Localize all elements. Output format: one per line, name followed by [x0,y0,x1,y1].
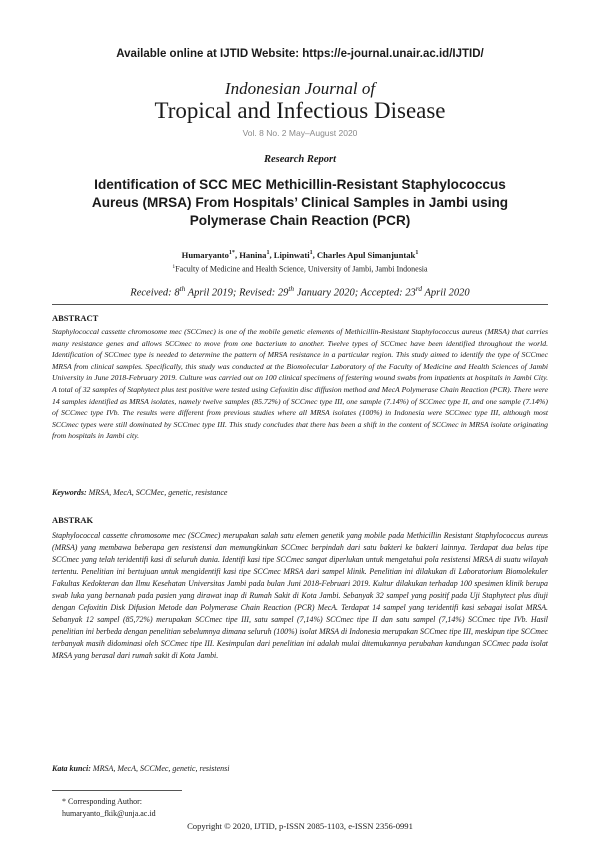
author-separator: , [312,250,317,260]
footnote-divider [52,790,182,791]
author-affiliation-mark: 1 [309,250,313,257]
submission-dates [0,284,600,299]
journal-name: Indonesian Journal of [224,79,376,98]
kata-kunci [52,764,548,773]
revised-day: 29 [277,287,289,299]
author-name: Hanina [239,250,267,260]
corresponding-email: humaryanto_fkik@unja.ac.id [62,809,156,818]
author-affiliation-mark: 1 [415,250,419,257]
keywords-value: MRSA, MecA, SCCMec, genetic, resistance [88,488,228,497]
accepted-rest: April 2020 [422,287,470,299]
received-label: Received: [130,287,175,299]
author-name: Charles Apul Simanjuntak [316,250,416,260]
journal-subtitle: Tropical and Infectious Disease [154,98,446,123]
report-type: Research Report [263,154,337,165]
abstract-text: Staphylococcal cassette chromosome mec (SCCmec) is one of the mobile genetic elements of Methicillin-Resistant Staphylococcus aureus (MRSA) that carries many resistance genes and allows SCCmec to move from one bacterium to another. Twelve types of SCCmec have been identified throughout the world. Identification of SCCmec type is needed to determine the pattern of MRSA resistance in a particular region. This study aimed to identify the type of SCCmec MRSA from clinical samples. Specifically, this study was conducted at the Biomolecular Laboratory of the Faculty of Medicine and Health Sciences of Jambi University in June 2018-February 2019. Culture was carried out on 100 clinical specimens of festering wound swabs from inpatients at hospitals in Jambi City. A total of 32 samples of Staphytect plus test positive were tested using Cefoxitin disc diffusion method and MecA Polymerase Chain Reaction (PCR). There were 14 samples identified as MRSA isolates, namely twelve samples (85.72%) of SCCmec type III, one sample (7.14%) of SCCmec type II, and one sample (7.14%) of SCCmec type IVb. The results were different from previous studies where all MRSA isolates (100%) in Indonesia were SCCmec type III, although most SCCmec types were still dominated by SCCmec type III. This study concludes that there has been a shift in the content of SCCmec in MRSA isolate originating from hospitals in Jambi city. [52,327,548,441]
abstrak-heading: ABSTRAK [52,515,94,525]
revised-label: Revised: [239,287,278,299]
keywords [52,488,548,497]
header-divider [52,304,548,305]
affiliation-text: Faculty of Medicine and Health Science, University of Jambi, Jambi Indonesia [175,264,428,274]
accepted-label: Accepted: [360,287,406,299]
author-affiliation-mark: 1 [266,250,270,257]
revised-rest: January 2020; [294,287,361,299]
author-separator: , [269,250,274,260]
paper-title: Identification of SCC MEC Methicillin-Resistant Staphylococcus Aureus (MRSA) From Hospitals’ Clinical Samples in Jambi using Polymerase Chain Reaction (PCR) [91,177,509,228]
copyright-line: Copyright © 2020, IJTID, p-ISSN 2085-1103, e-ISSN 2356-0991 [187,821,413,831]
keywords-label: Keywords: [52,488,89,497]
received-day: 8 [174,287,180,299]
received-suffix: th [179,284,186,293]
corresponding-author [62,796,156,820]
received-rest: April 2019; [185,287,240,299]
accepted-suffix: rd [415,284,423,293]
author-list [0,250,600,260]
affiliation [0,264,600,274]
affiliation-mark: 1 [172,264,176,270]
kata-kunci-value: MRSA, MecA, SCCMec, genetic, resistensi [92,764,230,773]
abstrak-text: Staphylococcal cassette chromosome mec (SCCmec) merupakan salah satu elemen genetik yang mobile pada Methicillin Resistant Staphylococcus aureus (MRSA) yang membawa beberapa gen resistensi dan memungkinkan SCCmec berpindah dari satu bakteri ke bakteri lainnya. Terdapat dua belas tipe SCCmec yang telah teridentifi kasi di seluruh dunia. Identifi kasi tipe SCCmec sangat diperlukan untuk mengetahui pola resistensi MRSA di suatu wilayah tertentu. Penelitian ini bertujuan untuk mengidentifi kasi tipe SCCmec MRSA dari sampel klinik. Penelitian ini dilakukan di Laboratorium Biomolekuler Fakultas Kedokteran dan Ilmu Kesehatan Universitas Jambi pada bulan Juni 2018-Februari 2019. Kultur dilakukan terhadap 100 spesimen klinik berupa swab luka yang bernanah pada pasien yang dirawat inap di Rumah Sakit di Kota Jambi. Sebanyak 32 sampel yang positif pada Uji Staphytect plus diuji dengan Cefoxitin Disk Difusion Metode dan Polymerase Chain Reaction (PCR) MecA. Terdapat 14 sampel yang teridentifi kasi sebagai isolat MRSA. Sebanyak 12 sampel (85,72%) merupakan SCCmec tipe III, satu sampel (7,14%) SCCmec tipe II dan satu sampel (7,14%) SCCmec tipe IVb. Hasil penelitian ini berbeda dengan penelitian sebelumnya dimana seluruh (100%) isolat MRSA di Indonesia merupakan SCCmec tipe III, meskipun tipe SCCmec terbanyak masih didominasi oleh SCCmec tipe III. Kesimpulan dari penelitian ini adalah mulai ditemukannya perubahan kandungan SCCmec pada isolat MRSA yang berasal dari rumah sakit di Kota Jambi. [52,531,548,660]
accepted-day: 23 [405,287,416,299]
author-separator: , [234,250,240,260]
abstract-heading: ABSTRACT [52,313,99,323]
volume-issue: Vol. 8 No. 2 May–August 2020 [242,128,358,138]
kata-kunci-label: Kata kunci: [52,764,93,773]
corresponding-label: * Corresponding Author: [62,797,142,806]
author-name: Humaryanto [181,250,229,260]
author-name: Lipinwati [273,250,310,260]
availability-line: Available online at IJTID Website: https://e-journal.unair.ac.id/IJTID/ [116,48,484,60]
revised-suffix: th [288,284,295,293]
author-affiliation-mark: 1* [228,250,235,257]
